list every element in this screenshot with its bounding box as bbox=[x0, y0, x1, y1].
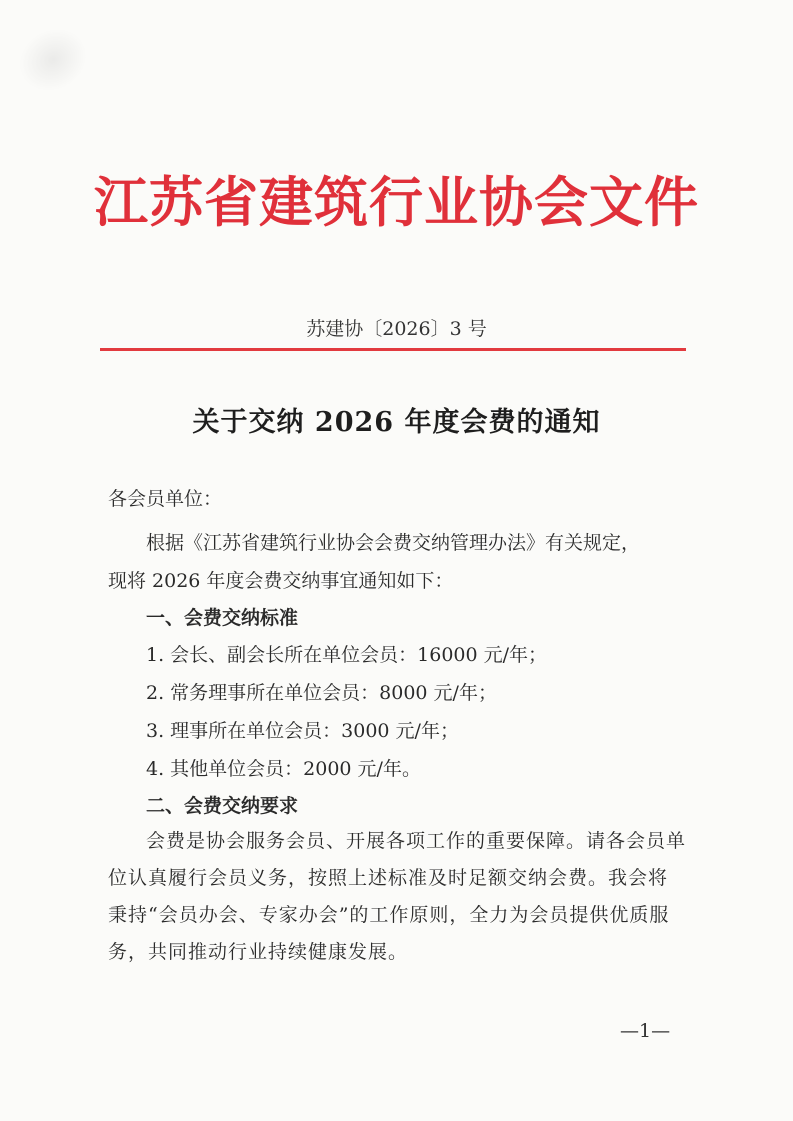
notice-title: 关于交纳 2026 年度会费的通知 bbox=[192, 407, 601, 438]
section-2-heading: 二、会费交纳要求 bbox=[146, 795, 299, 817]
fee-item-3: 3. 理事所在单位会员：3000 元/年； bbox=[146, 720, 459, 742]
salutation: 各会员单位： bbox=[108, 488, 223, 510]
fee-item-1: 1. 会长、副会长所在单位会员：16000 元/年； bbox=[146, 644, 548, 666]
red-divider-line bbox=[100, 348, 686, 351]
section-2-paragraph: 会费是协会服务会员、开展各项工作的重要保障。请各会员单位认真履行会员义务，按照上述标准及时足额交纳会费。我会将秉持“会员办会、专家办会”的工作原则，全力为会员提供优质服务，共同推动行业持续健康发展。 bbox=[108, 830, 687, 963]
document-masthead: 江苏省建筑行业协会文件 bbox=[94, 171, 699, 234]
intro-line-2: 现将 2026 年度会费交纳事宜通知如下： bbox=[108, 570, 454, 592]
document-number: 苏建协〔2026〕3 号 bbox=[306, 318, 487, 340]
scan-smudge bbox=[8, 17, 99, 104]
section-1-heading: 一、会费交纳标准 bbox=[146, 607, 299, 629]
intro-line-1: 根据《江苏省建筑行业协会会费交纳管理办法》有关规定， bbox=[146, 532, 641, 554]
fee-item-2: 2. 常务理事所在单位会员：8000 元/年； bbox=[146, 682, 497, 704]
fee-item-4: 4. 其他单位会员：2000 元/年。 bbox=[146, 758, 421, 780]
page-number: —1— bbox=[620, 1020, 671, 1042]
